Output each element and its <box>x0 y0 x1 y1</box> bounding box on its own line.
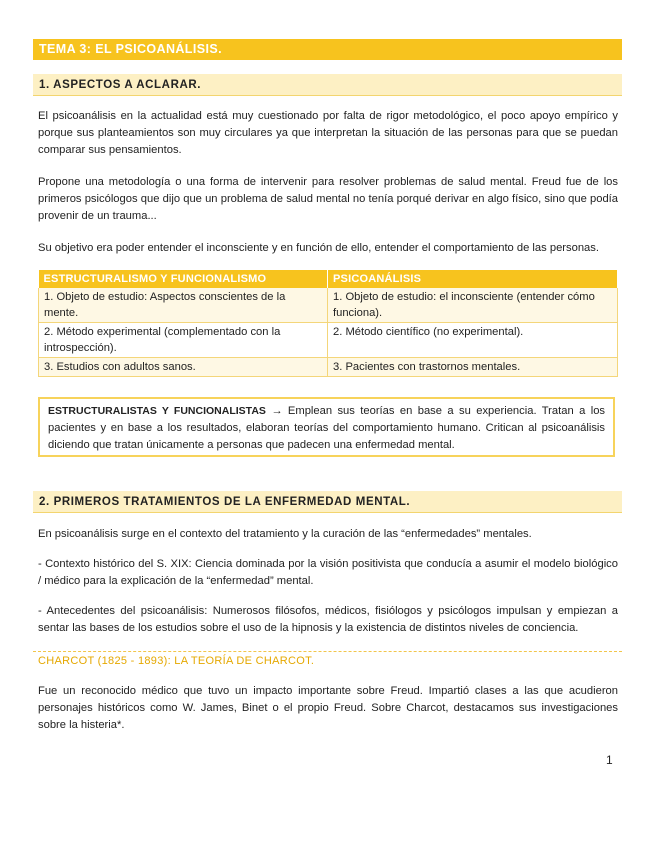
page-number: 1 <box>606 753 613 767</box>
table-cell: 2. Método científico (no experimental). <box>328 323 618 358</box>
paragraph: - Contexto histórico del S. XIX: Ciencia dominada por la visión positivista que conducía a asumir el modelo biológico / médico para la explicación de la “enfermedad” mental. <box>38 558 618 587</box>
table-cell: 3. Estudios con adultos sanos. <box>39 358 328 377</box>
table-row <box>39 323 618 358</box>
table-cell: 2. Método experimental (complementado con la introspección). <box>39 323 328 358</box>
note-text: Emplean sus teorías en base a su experiencia. Tratan a los pacientes y en base a los resultados, elaboran teorías del comportamiento humano. Critican al psicoanálisis diciendo que tratan únicamente a personas que padecen una enfermedad mental. <box>48 405 606 451</box>
note-box <box>38 397 615 457</box>
table-header-row <box>39 270 618 288</box>
paragraph: Fue un reconocido médico que tuvo un impacto importante sobre Freud. Impartió clases a las que acudieron personajes históricos como W. James, Binet o el propio Freud. Sobre Charcot, destacamos sus investigaciones sobre la histeria*. <box>38 685 618 731</box>
paragraph: Su objetivo era poder entender el inconsciente y en función de ello, entender el comportamiento de las personas. <box>38 242 599 254</box>
page-title: TEMA 3: EL PSICOANÁLISIS. <box>33 39 622 60</box>
section-heading-2: 2. PRIMEROS TRATAMIENTOS DE LA ENFERMEDAD MENTAL. <box>33 491 622 513</box>
paragraph: El psicoanálisis en la actualidad está muy cuestionado por falta de rigor metodológico, el poco apoyo empírico y porque sus planteamientos son muy circulares ya que interpretan la situación de las personas para que se puedan comparar sus pensamientos. <box>38 110 618 156</box>
table-cell: 1. Objeto de estudio: el inconsciente (entender cómo funciona). <box>328 288 618 323</box>
table-row <box>39 288 618 323</box>
table-header: PSICOANÁLISIS <box>328 270 618 288</box>
comparison-table <box>38 270 618 377</box>
table-cell: 1. Objeto de estudio: Aspectos conscientes de la mente. <box>39 288 328 323</box>
paragraph: Propone una metodología o una forma de intervenir para resolver problemas de salud mental. Freud fue de los primeros psicólogos que dijo que un problema de salud mental no tenía porqué derivar en algo físico, sino que podía provenir de un trauma... <box>38 176 618 222</box>
arrow-icon: → <box>271 405 283 417</box>
paragraph: - Antecedentes del psicoanálisis: Numerosos filósofos, médicos, fisiólogos y psicólogos impulsan y empiezan a sentar las bases de los estudios sobre el uso de la hipnosis y la existencia de distintos niveles de conciencia. <box>38 605 618 634</box>
paragraph: En psicoanálisis surge en el contexto del tratamiento y la curación de las “enfermedades” mentales. <box>38 528 532 540</box>
table-header: ESTRUCTURALISMO Y FUNCIONALISMO <box>39 270 328 288</box>
subsection-heading: CHARCOT (1825 - 1893): LA TEORÍA DE CHARCOT. <box>38 655 315 667</box>
divider <box>33 651 622 652</box>
note-bold-label: ESTRUCTURALISTAS Y FUNCIONALISTAS <box>48 405 266 417</box>
table-cell: 3. Pacientes con trastornos mentales. <box>328 358 618 377</box>
section-heading-1: 1. ASPECTOS A ACLARAR. <box>33 74 622 96</box>
table-row <box>39 358 618 377</box>
